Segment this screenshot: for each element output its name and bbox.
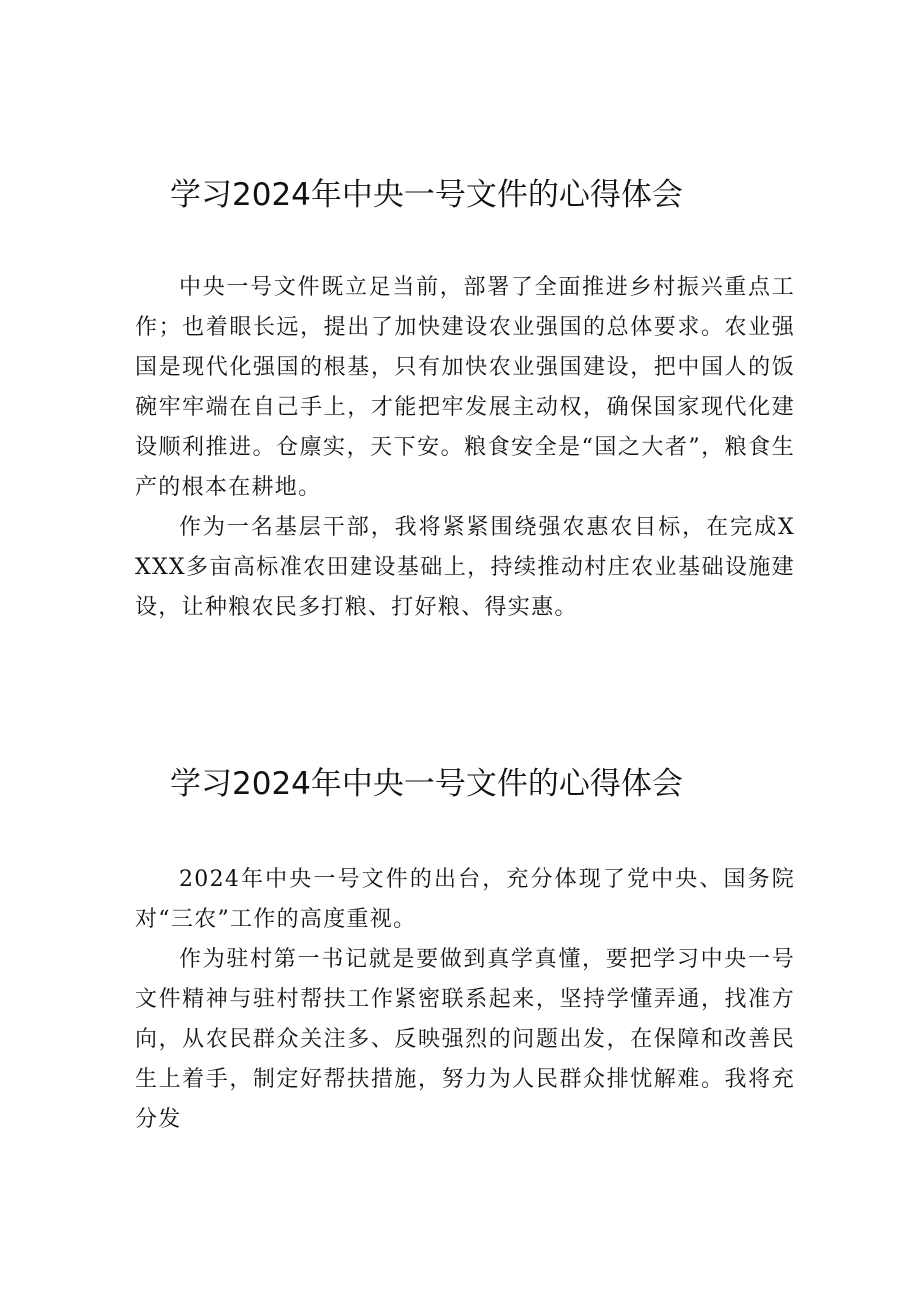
article-1-body [135, 268, 795, 628]
article-2-paragraph-2: 作为驻村第一书记就是要做到真学真懂，要把学习中央一号文件精神与驻村帮扶工作紧密联系起来，坚持学懂弄通，找准方向，从农民群众关注多、反映强烈的问题出发，在保障和改善民生上着手，制定好帮扶措施，努力为人民群众排忧解难。我将充分发 [135, 947, 795, 1132]
article-2-body [135, 860, 795, 1140]
article-1-paragraph-2: 作为一名基层干部，我将紧紧围绕强农惠农目标，在完成XXXX多亩高标准农田建设基础上，持续推动村庄农业基础设施建设，让种粮农民多打粮、打好粮、得实惠。 [135, 515, 795, 620]
article-2-title: 学习2024年中央一号文件的心得体会 [170, 766, 683, 802]
article-1-paragraph-1: 中央一号文件既立足当前，部署了全面推进乡村振兴重点工作；也着眼长远，提出了加快建设农业强国的总体要求。农业强国是现代化强国的根基，只有加快农业强国建设，把中国人的饭碗牢牢端在自己手上，才能把牢发展主动权，确保国家现代化建设顺利推进。仓廪实，天下安。粮食安全是“国之大者”，粮食生产的根本在耕地。 [135, 275, 795, 500]
article-1-title: 学习2024年中央一号文件的心得体会 [170, 177, 683, 213]
article-2-paragraph-1: 2024年中央一号文件的出台，充分体现了党中央、国务院对“三农”工作的高度重视。 [135, 867, 795, 932]
